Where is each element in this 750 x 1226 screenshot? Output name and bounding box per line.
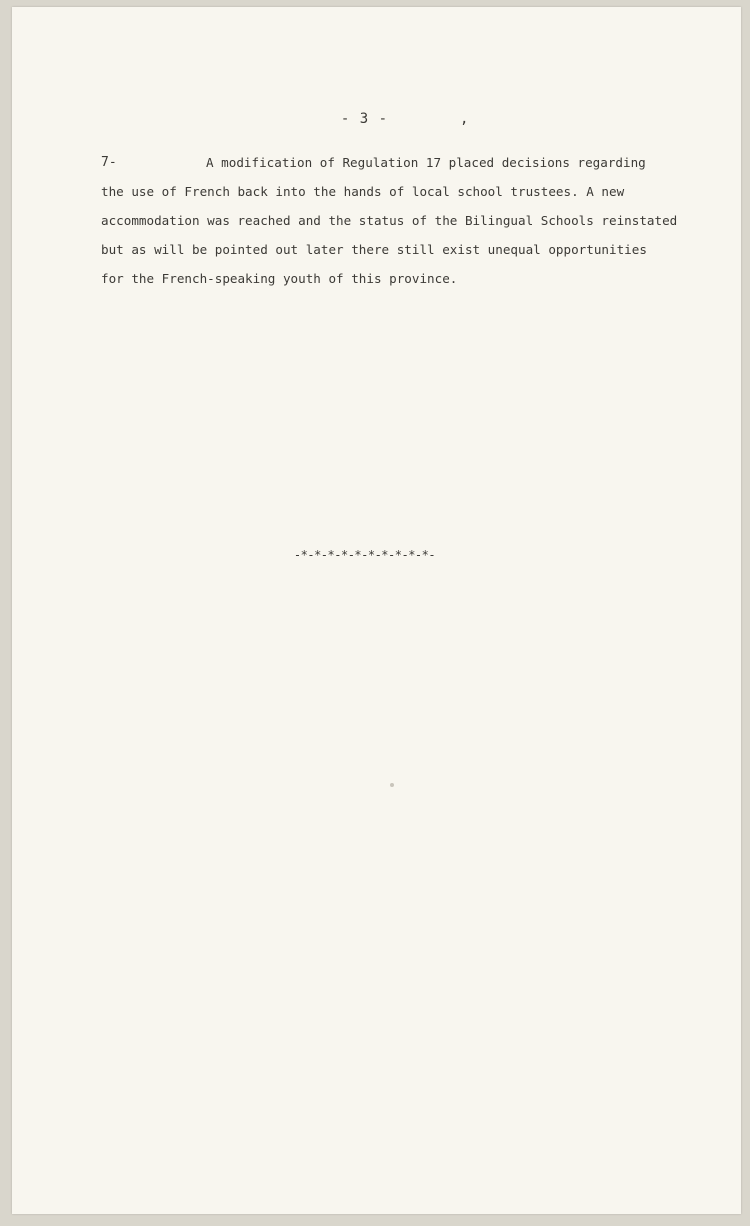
paragraph-line: accommodation was reached and the status of the Bilingual Schools reinstated bbox=[101, 213, 678, 228]
stray-mark: , bbox=[460, 111, 469, 127]
paragraph-line: for the French-speaking youth of this province. bbox=[101, 271, 458, 286]
paragraph-line: but as will be pointed out later there still exist unequal opportunities bbox=[101, 242, 647, 257]
paper-speck bbox=[390, 783, 394, 787]
paragraph-line: A modification of Regulation 17 placed decisions regarding bbox=[206, 155, 646, 170]
section-divider: -*-*-*-*-*-*-*-*-*-*- bbox=[293, 548, 436, 562]
document-page bbox=[12, 7, 741, 1214]
paragraph-number: 7- bbox=[101, 155, 117, 170]
page-number: - 3 - bbox=[340, 111, 389, 127]
paragraph-line: the use of French back into the hands of local school trustees. A new bbox=[101, 184, 625, 199]
